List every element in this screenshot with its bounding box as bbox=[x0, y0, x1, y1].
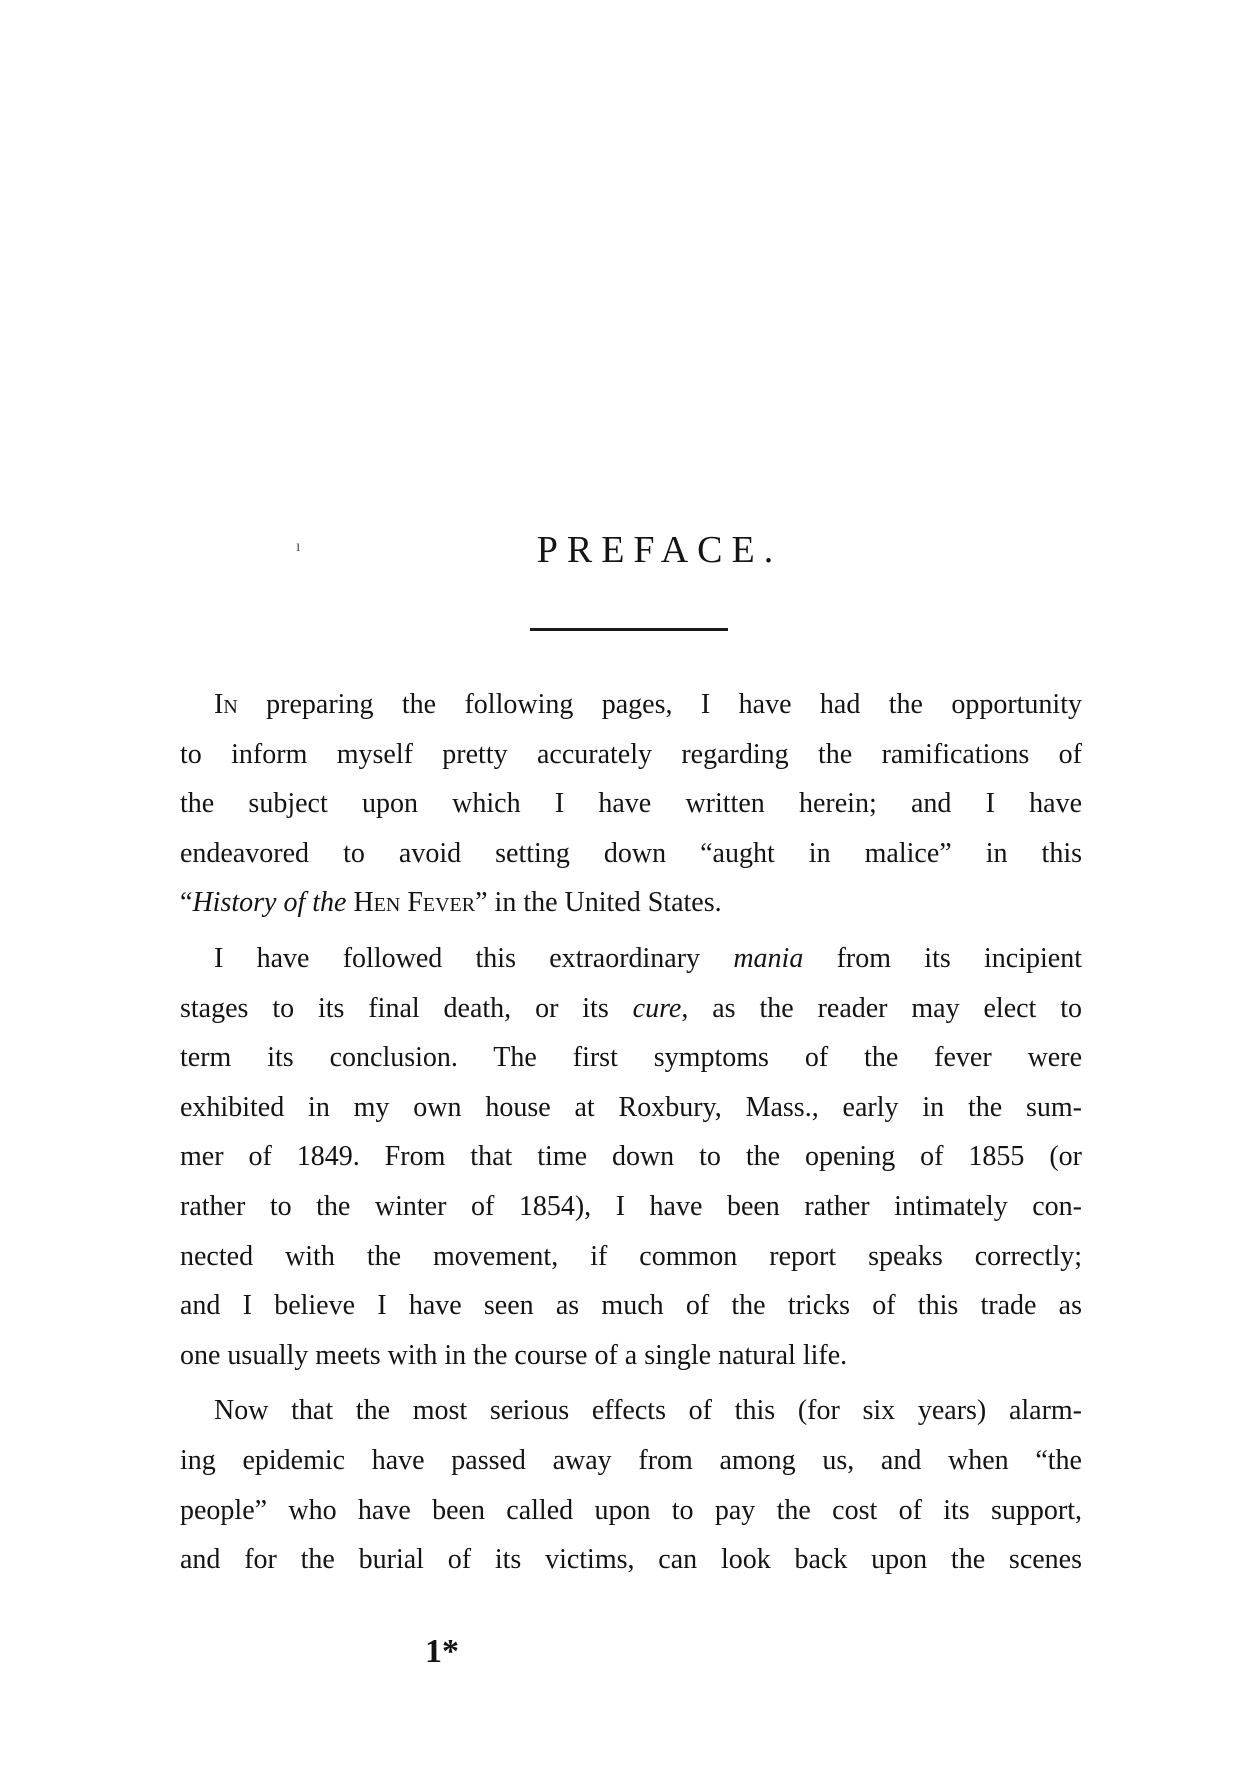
text-run: endeavored to avoid setting down “aught in malice” in this bbox=[180, 837, 1082, 869]
text-line bbox=[180, 1436, 1082, 1486]
text-line bbox=[180, 1331, 1082, 1381]
signature-mark: 1* bbox=[425, 1633, 459, 1670]
title-rule-divider bbox=[530, 628, 728, 631]
text-run: I have followed this extraordinary bbox=[214, 942, 734, 974]
text-line bbox=[180, 730, 1082, 780]
text-line bbox=[180, 934, 1082, 984]
text-line bbox=[180, 1232, 1082, 1282]
text-run: from its incipient bbox=[803, 942, 1082, 974]
text-run: to inform myself pretty accurately regarding the ramifications of bbox=[180, 738, 1082, 770]
text-run: the subject upon which I have written herein; and I have bbox=[180, 788, 1082, 820]
text-run: stages to its final death, or its bbox=[180, 992, 633, 1024]
text-run: ” in the United States. bbox=[475, 887, 722, 919]
text-run: mania bbox=[733, 942, 804, 974]
text-run: people” who have been called upon to pay the cost of its support, bbox=[180, 1494, 1082, 1526]
text-line bbox=[180, 779, 1082, 829]
text-line bbox=[180, 1182, 1082, 1232]
text-run: ing epidemic have passed away from among us, and when “the bbox=[180, 1444, 1082, 1476]
text-run: Hen Fever bbox=[353, 887, 476, 919]
preface-body bbox=[180, 680, 1082, 1585]
preface-paragraph bbox=[180, 1386, 1082, 1584]
text-run: In bbox=[214, 689, 238, 720]
text-line bbox=[180, 829, 1082, 879]
text-run: term its conclusion. The first symptoms of the fever were bbox=[180, 1042, 1082, 1074]
text-run: cure bbox=[632, 992, 682, 1024]
text-run: Now that the most serious effects of this (for six years) alarm- bbox=[214, 1395, 1082, 1427]
text-run: preparing the following pages, I have had the opportunity bbox=[237, 689, 1082, 720]
text-run: and for the burial of its victims, can look back upon the scenes bbox=[180, 1544, 1082, 1576]
text-run: “ bbox=[180, 887, 193, 919]
text-run: nected with the movement, if common report speaks correctly; bbox=[180, 1240, 1082, 1272]
preface-paragraph bbox=[180, 934, 1082, 1380]
preface-paragraph bbox=[180, 680, 1082, 928]
text-line bbox=[180, 1083, 1082, 1133]
text-run: History of the bbox=[192, 887, 347, 919]
text-line bbox=[180, 1033, 1082, 1083]
page-title: PREFACE. bbox=[536, 529, 783, 571]
text-line bbox=[180, 984, 1082, 1034]
text-line bbox=[180, 1132, 1082, 1182]
text-line bbox=[180, 878, 1082, 928]
text-run: and I believe I have seen as much of the tricks of this trade as bbox=[180, 1290, 1082, 1322]
text-run: one usually meets with in the course of a single natural life. bbox=[180, 1339, 848, 1371]
text-run: , as the reader may elect to bbox=[681, 992, 1083, 1024]
stray-print-mark: ı bbox=[296, 538, 301, 555]
text-run: mer of 1849. From that time down to the opening of 1855 (or bbox=[180, 1141, 1082, 1173]
text-line bbox=[180, 1535, 1082, 1585]
text-run: exhibited in my own house at Roxbury, Mass., early in the sum- bbox=[180, 1091, 1082, 1123]
text-line bbox=[180, 680, 1082, 730]
text-line bbox=[180, 1281, 1082, 1331]
text-line bbox=[180, 1386, 1082, 1436]
text-run: rather to the winter of 1854), I have been rather intimately con- bbox=[180, 1190, 1082, 1222]
text-line bbox=[180, 1486, 1082, 1536]
